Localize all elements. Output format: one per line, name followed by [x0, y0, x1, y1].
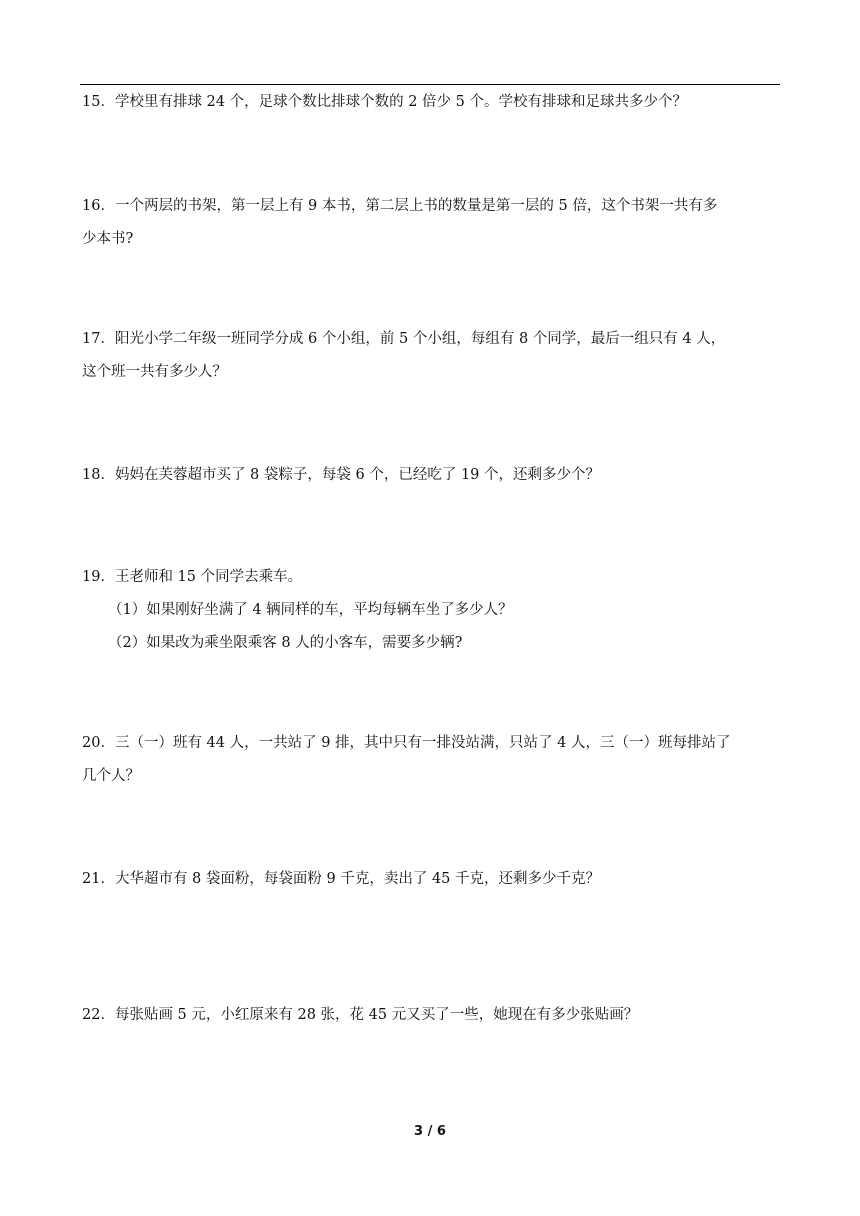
question-20	[82, 727, 778, 793]
question-21-text: 21．大华超市有 8 袋面粉，每袋面粉 9 千克，卖出了 45 千克，还剩多少千克？	[82, 871, 601, 887]
question-15-text: 15．学校里有排球 24 个，足球个数比排球个数的 2 倍少 5 个。学校有排球和足球共多少个？	[82, 94, 688, 110]
question-19-part-2: （2）如果改为乘坐限乘客 8 人的小客车，需要多少辆?	[108, 635, 463, 651]
question-21	[82, 863, 778, 896]
question-20-text-line-1: 20．三（一）班有 44 人，一共站了 9 排，其中只有一排没站满，只站了 4 人，三（一）班每排站了	[82, 735, 731, 751]
question-17-text-line-2: 这个班一共有多少人？	[82, 364, 227, 380]
question-18-text: 18．妈妈在芙蓉超市买了 8 袋粽子，每袋 6 个，已经吃了 19 个，还剩多少个？	[82, 467, 601, 483]
question-15	[82, 86, 778, 119]
question-16-text-line-1: 16．一个两层的书架，第一层上有 9 本书，第二层上书的数量是第一层的 5 倍，这个书架一共有多	[82, 198, 718, 214]
question-18	[82, 459, 778, 492]
question-16-text-line-2: 少本书?	[82, 231, 134, 247]
question-16	[82, 190, 778, 256]
question-19-part-1: （1）如果刚好坐满了 4 辆同样的车，平均每辆车坐了多少人？	[108, 602, 513, 618]
question-20-text-line-2: 几个人？	[82, 768, 140, 784]
header-rule	[80, 84, 780, 85]
page-number: 3 / 6	[414, 1124, 446, 1139]
question-19	[82, 561, 778, 660]
question-22-text: 22．每张贴画 5 元，小红原来有 28 张，花 45 元又买了一些，她现在有多少张贴画？	[82, 1007, 639, 1023]
question-17-text-line-1: 17．阳光小学二年级一班同学分成 6 个小组，前 5 个小组，每组有 8 个同学，最后一组只有 4 人，	[82, 331, 726, 347]
question-19-text: 19．王老师和 15 个同学去乘车。	[82, 569, 303, 585]
question-17	[82, 323, 778, 389]
question-22	[82, 999, 778, 1032]
